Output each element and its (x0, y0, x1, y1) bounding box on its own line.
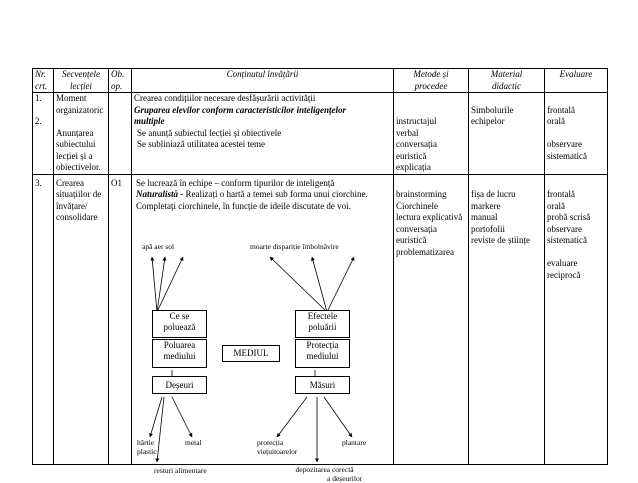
box-waste: Deșeuri (152, 376, 207, 394)
leaf-food-scraps: resturi alimentare (154, 465, 207, 475)
row1-objective (109, 93, 132, 175)
leaf-waste-deposit: depozitarea corectă a deșeurilor (295, 464, 363, 483)
row1-methods: instructajul verbal conversația euristică explicația (394, 93, 469, 175)
header-sequences: Secvențele lecției (54, 69, 109, 93)
box-pollution: Poluarea mediului (152, 339, 207, 368)
leaf-plastic: plastic (137, 446, 157, 456)
leaf-planting: plantare (342, 437, 367, 447)
leaf-death-illness: moarte dispariție îmbolnăvire (250, 241, 339, 251)
box-protection: Protecția mediului (295, 339, 350, 368)
leaf-paper: hârtie (137, 437, 155, 447)
header-material: Material didactic (469, 69, 545, 93)
row1-sequence: Moment organizatoric Anunțarea subiectului lecției și a obiectivelor. (54, 93, 109, 175)
table-row (33, 93, 608, 175)
row1-nr: 1. 2. (33, 93, 54, 175)
header-evaluation: Evaluare (545, 69, 608, 93)
concept-map (132, 237, 402, 462)
leaf-protect-creatures: protecția viețuitoarelor (257, 437, 298, 456)
row2-objective: O1 (109, 174, 132, 464)
row2-methods: brainstorming Ciorchinele lectura explicativă conversația euristică problematizarea (394, 174, 469, 464)
center-node-mediul: MEDIUL (222, 345, 280, 362)
box-measures: Măsuri (295, 376, 350, 394)
table-row (33, 174, 608, 464)
header-methods: Metode și procedee (394, 69, 469, 93)
leaf-metal: metal (185, 437, 202, 447)
header-row (33, 69, 608, 93)
header-content: Conținutul învățării (132, 69, 394, 93)
row2-sequence: Crearea situațiilor de învățare/ consolidare (54, 174, 109, 464)
box-what-pollutes: Ce se poluează (152, 310, 207, 338)
lesson-plan-table (32, 68, 608, 483)
row2-evaluation: frontală orală probă scrisă observare sistematică evaluare reciprocă (545, 174, 608, 464)
row2-content: Se lucrează în echipe – conform tipurilor de inteligență Naturalistă - Realizați o hartă a temei sub forma unui ciorchine. Completați ciorchinele, în funcție de ideile discutate de voi. apă aer sol moarte dispariție îmbolnăvire Ce se poluează Poluarea mediului Deșeuri MEDIUL Efectele poluării Protecția mediului Măsuri hârtie plastic metal protecția viețuitoarelor plantare resturi alimentare depozitarea corectă a deșeurilor (132, 174, 394, 464)
row2-material: fișa de lucru markere manual portofolii reviste de științe (469, 174, 545, 464)
header-objectives: Ob. op. (109, 69, 132, 93)
leaf-air-water-soil: apă aer sol (142, 241, 175, 251)
row1-material: Simbolurile echipelor (469, 93, 545, 175)
row1-content: Crearea condițiilor necesare desfășurării activității Gruparea elevilor conform caracteristicilor inteligențelor multiple Se anunță subiectul lecției și obiectivele Se subliniază utilitatea acestei teme (132, 93, 394, 175)
box-effects: Efectele poluării (295, 310, 350, 338)
header-nr: Nr. crt. (33, 69, 54, 93)
row2-nr: 3. (33, 174, 54, 464)
row1-evaluation: frontală orală observare sistematică (545, 93, 608, 175)
